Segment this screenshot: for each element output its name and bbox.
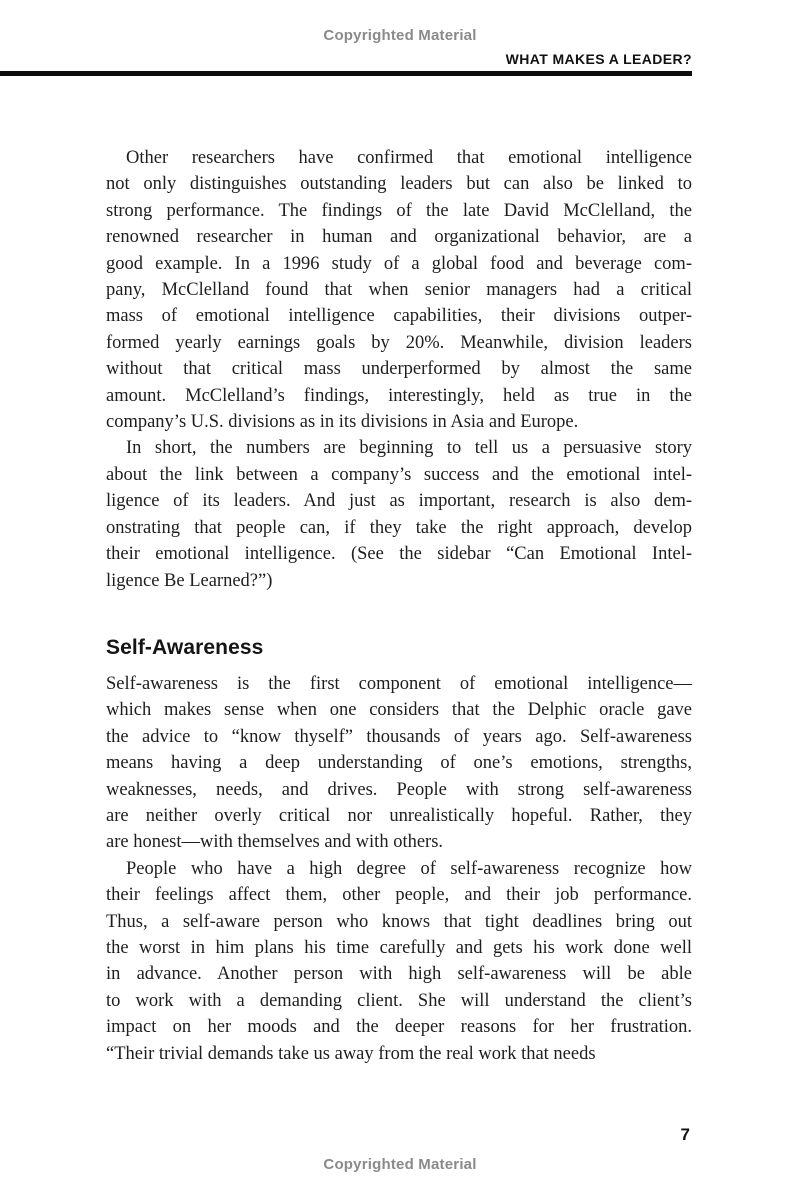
text-line: “Their trivial demands take us away from the real work that needs xyxy=(106,1043,596,1064)
text-line: company’s U.S. divisions as in its divisions in Asia and Europe. xyxy=(106,412,579,433)
paragraph xyxy=(106,856,692,1067)
bottom-copyright-notice: Copyrighted Material xyxy=(323,1156,477,1173)
text-line: amount. McClelland’s findings, interestingly, held as true in the xyxy=(106,385,692,406)
text-line: good example. In a 1996 study of a global food and beverage com- xyxy=(106,253,692,274)
text-line: onstrating that people can, if they take the right approach, develop xyxy=(106,517,692,538)
text-line: formed yearly earnings goals by 20%. Meanwhile, division leaders xyxy=(106,332,692,353)
text-line: People who have a high degree of self-awareness recognize how xyxy=(126,858,692,879)
text-line: without that critical mass underperformed by almost the same xyxy=(106,359,692,380)
text-line: to work with a demanding client. She will understand the client’s xyxy=(106,990,692,1011)
running-head-title: WHAT MAKES A LEADER? xyxy=(505,51,692,67)
text-line: which makes sense when one considers that the Delphic oracle gave xyxy=(106,700,692,721)
text-line: their emotional intelligence. (See the sidebar “Can Emotional Intel- xyxy=(106,544,692,565)
text-line: are neither overly critical nor unrealistically hopeful. Rather, they xyxy=(106,805,692,826)
body-content xyxy=(106,145,692,1067)
text-line: impact on her moods and the deeper reasons for her frustration. xyxy=(106,1017,692,1038)
text-line: mass of emotional intelligence capabilities, their divisions outper- xyxy=(106,306,692,327)
text-line: weaknesses, needs, and drives. People with strong self-awareness xyxy=(106,779,692,800)
paragraph xyxy=(106,435,692,593)
section-heading: Self-Awareness xyxy=(106,635,264,659)
text-line: not only distinguishes outstanding leaders but can also be linked to xyxy=(106,174,692,195)
text-line: about the link between a company’s success and the emotional intel- xyxy=(106,464,692,485)
header-rule xyxy=(0,71,692,76)
text-line: strong performance. The findings of the late David McClelland, the xyxy=(106,200,692,221)
text-line: the advice to “know thyself” thousands of years ago. Self-awareness xyxy=(106,726,692,747)
text-line: ligence Be Learned?”) xyxy=(106,570,273,591)
text-line: in advance. Another person with high self-awareness will be able xyxy=(106,964,692,985)
paragraph xyxy=(106,145,692,435)
text-line: the worst in him plans his time carefully and gets his work done well xyxy=(106,937,692,958)
text-line: Thus, a self-aware person who knows that tight deadlines bring out xyxy=(106,911,692,932)
top-copyright-notice: Copyrighted Material xyxy=(323,27,477,44)
text-line: are honest—with themselves and with others. xyxy=(106,832,444,853)
text-line: renowned researcher in human and organizational behavior, are a xyxy=(106,227,692,248)
text-line: In short, the numbers are beginning to tell us a persuasive story xyxy=(126,438,692,459)
text-line: Other researchers have confirmed that emotional intelligence xyxy=(126,148,692,168)
text-line: ligence of its leaders. And just as important, research is also dem- xyxy=(106,491,692,512)
text-line: pany, McClelland found that when senior managers had a critical xyxy=(106,280,692,301)
text-line: Self-awareness is the first component of emotional intelligence— xyxy=(106,673,692,694)
text-line: means having a deep understanding of one’s emotions, strengths, xyxy=(106,753,692,774)
page-number: 7 xyxy=(680,1125,690,1144)
paragraph xyxy=(106,671,692,856)
text-line: their feelings affect them, other people, and their job performance. xyxy=(106,885,692,906)
